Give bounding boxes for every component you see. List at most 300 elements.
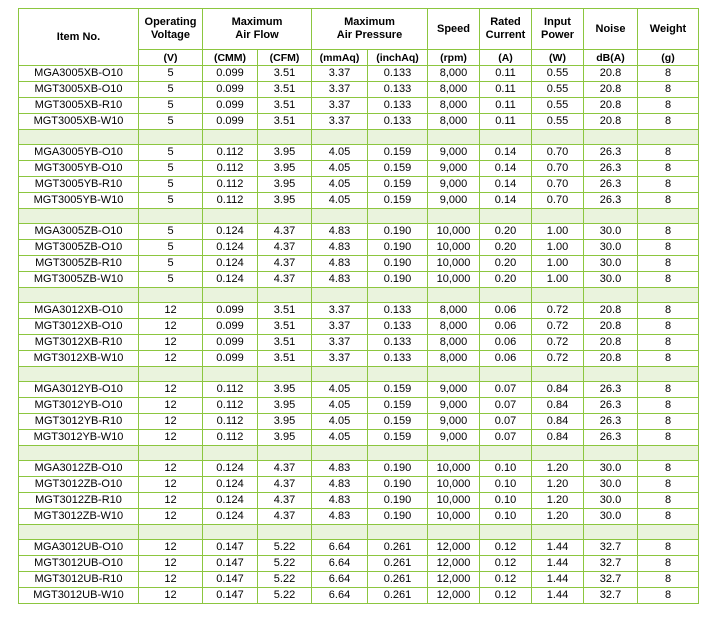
table-cell: 8 (638, 477, 699, 493)
separator-cell (203, 130, 258, 145)
table-cell: 20.8 (584, 98, 638, 114)
table-cell: 4.37 (258, 256, 312, 272)
separator-cell (638, 130, 699, 145)
item-no-cell: MGT3012UB-O10 (19, 556, 139, 572)
unit-cell: (g) (638, 50, 699, 66)
header-max-air-pressure (312, 9, 428, 50)
table-cell: 8 (638, 414, 699, 430)
table-cell: 0.12 (480, 572, 532, 588)
unit-cell: (A) (480, 50, 532, 66)
table-cell: 6.64 (312, 572, 368, 588)
table-cell: 8,000 (428, 98, 480, 114)
item-no-cell: MGT3005YB-R10 (19, 177, 139, 193)
unit-cell: (W) (532, 50, 584, 66)
table-cell: 0.261 (368, 540, 428, 556)
table-cell: 5 (139, 114, 203, 130)
item-no-cell: MGT3012YB-W10 (19, 430, 139, 446)
table-cell: 12 (139, 509, 203, 525)
table-cell: 1.44 (532, 572, 584, 588)
item-no-cell: MGT3012YB-O10 (19, 398, 139, 414)
table-cell: 8 (638, 177, 699, 193)
table-cell: 30.0 (584, 256, 638, 272)
table-cell: 0.12 (480, 556, 532, 572)
table-cell: 0.133 (368, 351, 428, 367)
separator-cell (139, 525, 203, 540)
table-cell: 8 (638, 319, 699, 335)
separator-cell (428, 525, 480, 540)
table-cell: 3.95 (258, 145, 312, 161)
item-no-cell: MGA3005ZB-O10 (19, 224, 139, 240)
table-cell: 12 (139, 477, 203, 493)
table-cell: 4.05 (312, 382, 368, 398)
table-row (19, 351, 699, 367)
header-operating-voltage-line1: Operating (144, 16, 197, 28)
table-cell: 12 (139, 556, 203, 572)
table-cell: 0.72 (532, 335, 584, 351)
table-cell: 3.51 (258, 351, 312, 367)
item-no-cell: MGA3012UB-O10 (19, 540, 139, 556)
table-cell: 8 (638, 224, 699, 240)
separator-cell (638, 288, 699, 303)
table-cell: 0.70 (532, 177, 584, 193)
table-cell: 20.8 (584, 82, 638, 98)
table-cell: 5 (139, 82, 203, 98)
table-cell: 8 (638, 540, 699, 556)
table-cell: 0.70 (532, 161, 584, 177)
separator-cell (368, 525, 428, 540)
item-no-cell: MGT3005ZB-R10 (19, 256, 139, 272)
table-cell: 0.124 (203, 240, 258, 256)
table-cell: 5 (139, 193, 203, 209)
table-cell: 0.14 (480, 177, 532, 193)
table-cell: 0.07 (480, 382, 532, 398)
separator-cell (428, 367, 480, 382)
table-cell: 4.37 (258, 224, 312, 240)
table-cell: 20.8 (584, 351, 638, 367)
table-cell: 8,000 (428, 319, 480, 335)
table-cell: 26.3 (584, 145, 638, 161)
table-cell: 0.07 (480, 430, 532, 446)
table-cell: 0.72 (532, 319, 584, 335)
separator-cell (480, 209, 532, 224)
separator-cell (312, 446, 368, 461)
table-cell: 0.06 (480, 351, 532, 367)
separator-cell (480, 525, 532, 540)
table-cell: 0.133 (368, 82, 428, 98)
table-row (19, 193, 699, 209)
item-no-cell: MGT3005XB-O10 (19, 82, 139, 98)
table-cell: 0.72 (532, 351, 584, 367)
table-row (19, 145, 699, 161)
table-row (19, 430, 699, 446)
table-header (19, 9, 699, 66)
table-cell: 1.44 (532, 556, 584, 572)
table-cell: 4.37 (258, 493, 312, 509)
table-cell: 0.159 (368, 414, 428, 430)
table-cell: 12 (139, 414, 203, 430)
unit-cell: dB(A) (584, 50, 638, 66)
table-cell: 0.099 (203, 303, 258, 319)
table-cell: 10,000 (428, 224, 480, 240)
separator-cell (19, 367, 139, 382)
group-separator-row (19, 288, 699, 303)
unit-cell: (CMM) (203, 50, 258, 66)
separator-cell (638, 446, 699, 461)
table-cell: 12 (139, 493, 203, 509)
table-cell: 10,000 (428, 240, 480, 256)
table-row (19, 177, 699, 193)
group-separator-row (19, 367, 699, 382)
separator-cell (368, 209, 428, 224)
table-cell: 5.22 (258, 572, 312, 588)
table-cell: 5.22 (258, 540, 312, 556)
table-cell: 8,000 (428, 66, 480, 82)
table-cell: 12,000 (428, 540, 480, 556)
table-cell: 30.0 (584, 272, 638, 288)
table-cell: 0.70 (532, 145, 584, 161)
table-cell: 0.124 (203, 477, 258, 493)
table-cell: 3.95 (258, 193, 312, 209)
table-cell: 0.159 (368, 398, 428, 414)
table-cell: 4.83 (312, 240, 368, 256)
table-cell: 0.20 (480, 272, 532, 288)
table-cell: 5 (139, 98, 203, 114)
header-operating-voltage (139, 9, 203, 50)
table-cell: 4.05 (312, 177, 368, 193)
separator-cell (532, 367, 584, 382)
table-cell: 0.20 (480, 240, 532, 256)
separator-cell (532, 525, 584, 540)
item-no-cell: MGT3012YB-R10 (19, 414, 139, 430)
header-item-no: Item No. (19, 9, 139, 66)
table-row (19, 98, 699, 114)
header-max-air-pressure-line2: Air Pressure (336, 29, 403, 41)
table-cell: 0.70 (532, 193, 584, 209)
table-cell: 26.3 (584, 177, 638, 193)
table-cell: 0.261 (368, 572, 428, 588)
table-cell: 8 (638, 351, 699, 367)
table-cell: 1.20 (532, 509, 584, 525)
table-cell: 3.95 (258, 177, 312, 193)
separator-cell (139, 446, 203, 461)
table-cell: 3.95 (258, 398, 312, 414)
item-no-cell: MGA3012XB-O10 (19, 303, 139, 319)
table-cell: 4.37 (258, 509, 312, 525)
table-row (19, 335, 699, 351)
header-rated-current-line2: Current (485, 29, 526, 41)
table-cell: 4.83 (312, 256, 368, 272)
table-cell: 3.51 (258, 335, 312, 351)
table-cell: 0.190 (368, 509, 428, 525)
table-cell: 0.55 (532, 114, 584, 130)
table-cell: 12 (139, 398, 203, 414)
table-cell: 12 (139, 430, 203, 446)
header-max-air-pressure-line1: Maximum (344, 16, 395, 28)
table-cell: 8 (638, 161, 699, 177)
separator-cell (532, 130, 584, 145)
table-cell: 12 (139, 540, 203, 556)
separator-cell (480, 130, 532, 145)
table-cell: 0.147 (203, 588, 258, 604)
table-cell: 1.00 (532, 256, 584, 272)
table-cell: 0.12 (480, 540, 532, 556)
table-cell: 0.84 (532, 414, 584, 430)
table-cell: 9,000 (428, 145, 480, 161)
table-row (19, 303, 699, 319)
table-cell: 5.22 (258, 588, 312, 604)
unit-cell: (V) (139, 50, 203, 66)
table-cell: 4.05 (312, 145, 368, 161)
separator-cell (368, 288, 428, 303)
separator-cell (203, 288, 258, 303)
table-cell: 3.95 (258, 430, 312, 446)
table-cell: 3.51 (258, 66, 312, 82)
table-row (19, 382, 699, 398)
table-cell: 0.147 (203, 540, 258, 556)
table-cell: 0.147 (203, 556, 258, 572)
table-cell: 3.51 (258, 114, 312, 130)
item-no-cell: MGT3005YB-W10 (19, 193, 139, 209)
table-cell: 3.37 (312, 66, 368, 82)
table-cell: 30.0 (584, 493, 638, 509)
table-cell: 0.261 (368, 556, 428, 572)
separator-cell (203, 525, 258, 540)
table-cell: 30.0 (584, 477, 638, 493)
separator-cell (258, 288, 312, 303)
table-cell: 0.112 (203, 161, 258, 177)
table-cell: 0.190 (368, 224, 428, 240)
table-cell: 10,000 (428, 477, 480, 493)
separator-cell (584, 367, 638, 382)
table-cell: 8,000 (428, 82, 480, 98)
unit-cell: (inchAq) (368, 50, 428, 66)
table-cell: 8 (638, 572, 699, 588)
table-cell: 0.099 (203, 66, 258, 82)
table-cell: 0.099 (203, 335, 258, 351)
unit-cell: (rpm) (428, 50, 480, 66)
unit-cell: (mmAq) (312, 50, 368, 66)
table-cell: 0.133 (368, 319, 428, 335)
separator-cell (312, 130, 368, 145)
table-cell: 9,000 (428, 414, 480, 430)
separator-cell (139, 288, 203, 303)
separator-cell (19, 525, 139, 540)
table-cell: 0.133 (368, 66, 428, 82)
table-row (19, 461, 699, 477)
table-cell: 5 (139, 256, 203, 272)
table-cell: 0.06 (480, 335, 532, 351)
item-no-cell: MGT3012XB-R10 (19, 335, 139, 351)
table-cell: 0.159 (368, 382, 428, 398)
table-cell: 8 (638, 272, 699, 288)
table-cell: 26.3 (584, 414, 638, 430)
table-cell: 4.37 (258, 477, 312, 493)
header-rated-current-line1: Rated (490, 16, 521, 28)
table-row (19, 493, 699, 509)
table-cell: 8 (638, 588, 699, 604)
table-cell: 0.10 (480, 461, 532, 477)
table-cell: 8 (638, 398, 699, 414)
table-cell: 3.95 (258, 414, 312, 430)
table-cell: 9,000 (428, 382, 480, 398)
item-no-cell: MGT3012UB-R10 (19, 572, 139, 588)
header-input-power-line1: Input (544, 16, 571, 28)
separator-cell (584, 288, 638, 303)
item-no-cell: MGT3005XB-R10 (19, 98, 139, 114)
table-cell: 9,000 (428, 398, 480, 414)
table-row (19, 398, 699, 414)
separator-cell (139, 367, 203, 382)
table-cell: 5 (139, 272, 203, 288)
table-cell: 0.124 (203, 509, 258, 525)
table-cell: 0.159 (368, 145, 428, 161)
table-cell: 0.124 (203, 493, 258, 509)
table-cell: 8 (638, 430, 699, 446)
table-cell: 8 (638, 82, 699, 98)
separator-cell (19, 130, 139, 145)
table-cell: 4.83 (312, 477, 368, 493)
table-cell: 0.190 (368, 256, 428, 272)
table-cell: 5 (139, 66, 203, 82)
group-separator-row (19, 209, 699, 224)
group-separator-row (19, 446, 699, 461)
separator-cell (584, 209, 638, 224)
table-cell: 0.11 (480, 66, 532, 82)
table-cell: 0.099 (203, 351, 258, 367)
table-cell: 0.112 (203, 430, 258, 446)
table-cell: 0.190 (368, 477, 428, 493)
table-cell: 0.099 (203, 98, 258, 114)
table-cell: 0.112 (203, 398, 258, 414)
table-cell: 0.112 (203, 382, 258, 398)
table-cell: 6.64 (312, 556, 368, 572)
table-cell: 8,000 (428, 303, 480, 319)
table-cell: 9,000 (428, 193, 480, 209)
table-cell: 8 (638, 240, 699, 256)
table-cell: 0.261 (368, 588, 428, 604)
table-cell: 3.95 (258, 382, 312, 398)
table-cell: 12 (139, 303, 203, 319)
separator-cell (584, 525, 638, 540)
table-cell: 30.0 (584, 224, 638, 240)
separator-cell (139, 130, 203, 145)
item-no-cell: MGT3005ZB-W10 (19, 272, 139, 288)
table-cell: 4.05 (312, 193, 368, 209)
table-cell: 0.14 (480, 161, 532, 177)
separator-cell (203, 209, 258, 224)
table-cell: 12 (139, 382, 203, 398)
table-cell: 12 (139, 588, 203, 604)
table-cell: 8 (638, 509, 699, 525)
table-cell: 10,000 (428, 272, 480, 288)
table-cell: 20.8 (584, 66, 638, 82)
table-cell: 0.20 (480, 224, 532, 240)
table-cell: 30.0 (584, 240, 638, 256)
table-row (19, 272, 699, 288)
table-cell: 0.06 (480, 303, 532, 319)
table-cell: 1.00 (532, 224, 584, 240)
table-cell: 0.133 (368, 303, 428, 319)
separator-cell (428, 288, 480, 303)
table-row (19, 556, 699, 572)
separator-cell (584, 130, 638, 145)
item-no-cell: MGA3005XB-O10 (19, 66, 139, 82)
table-cell: 1.20 (532, 461, 584, 477)
table-cell: 9,000 (428, 177, 480, 193)
table-cell: 4.05 (312, 161, 368, 177)
table-cell: 3.37 (312, 82, 368, 98)
item-no-cell: MGT3012UB-W10 (19, 588, 139, 604)
table-cell: 0.099 (203, 114, 258, 130)
table-cell: 1.20 (532, 493, 584, 509)
separator-cell (368, 446, 428, 461)
separator-cell (532, 446, 584, 461)
table-row (19, 224, 699, 240)
table-cell: 32.7 (584, 540, 638, 556)
table-cell: 4.37 (258, 461, 312, 477)
table-cell: 0.07 (480, 414, 532, 430)
table-cell: 3.51 (258, 98, 312, 114)
separator-cell (258, 367, 312, 382)
table-cell: 26.3 (584, 398, 638, 414)
table-cell: 0.55 (532, 82, 584, 98)
separator-cell (584, 446, 638, 461)
separator-cell (203, 446, 258, 461)
header-noise: Noise (584, 9, 638, 50)
table-cell: 0.10 (480, 477, 532, 493)
table-cell: 12 (139, 351, 203, 367)
table-cell: 9,000 (428, 161, 480, 177)
table-cell: 0.55 (532, 98, 584, 114)
table-cell: 0.124 (203, 224, 258, 240)
table-cell: 0.159 (368, 177, 428, 193)
separator-cell (258, 446, 312, 461)
separator-cell (428, 209, 480, 224)
separator-cell (428, 130, 480, 145)
separator-cell (312, 209, 368, 224)
table-row (19, 256, 699, 272)
table-cell: 26.3 (584, 430, 638, 446)
table-cell: 1.00 (532, 272, 584, 288)
table-row (19, 82, 699, 98)
separator-cell (203, 367, 258, 382)
table-row (19, 161, 699, 177)
table-cell: 6.64 (312, 588, 368, 604)
table-cell: 4.37 (258, 240, 312, 256)
table-cell: 0.14 (480, 145, 532, 161)
separator-cell (532, 209, 584, 224)
table-cell: 20.8 (584, 114, 638, 130)
table-cell: 32.7 (584, 556, 638, 572)
item-no-cell: MGT3012ZB-W10 (19, 509, 139, 525)
table-cell: 0.72 (532, 303, 584, 319)
table-row (19, 540, 699, 556)
table-cell: 0.10 (480, 493, 532, 509)
separator-cell (312, 288, 368, 303)
separator-cell (139, 209, 203, 224)
table-cell: 0.112 (203, 177, 258, 193)
table-cell: 5.22 (258, 556, 312, 572)
table-cell: 8 (638, 461, 699, 477)
table-cell: 8 (638, 66, 699, 82)
table-cell: 0.07 (480, 398, 532, 414)
table-row (19, 414, 699, 430)
table-cell: 10,000 (428, 461, 480, 477)
table-cell: 8,000 (428, 335, 480, 351)
separator-cell (368, 367, 428, 382)
table-cell: 0.159 (368, 193, 428, 209)
table-cell: 1.44 (532, 588, 584, 604)
